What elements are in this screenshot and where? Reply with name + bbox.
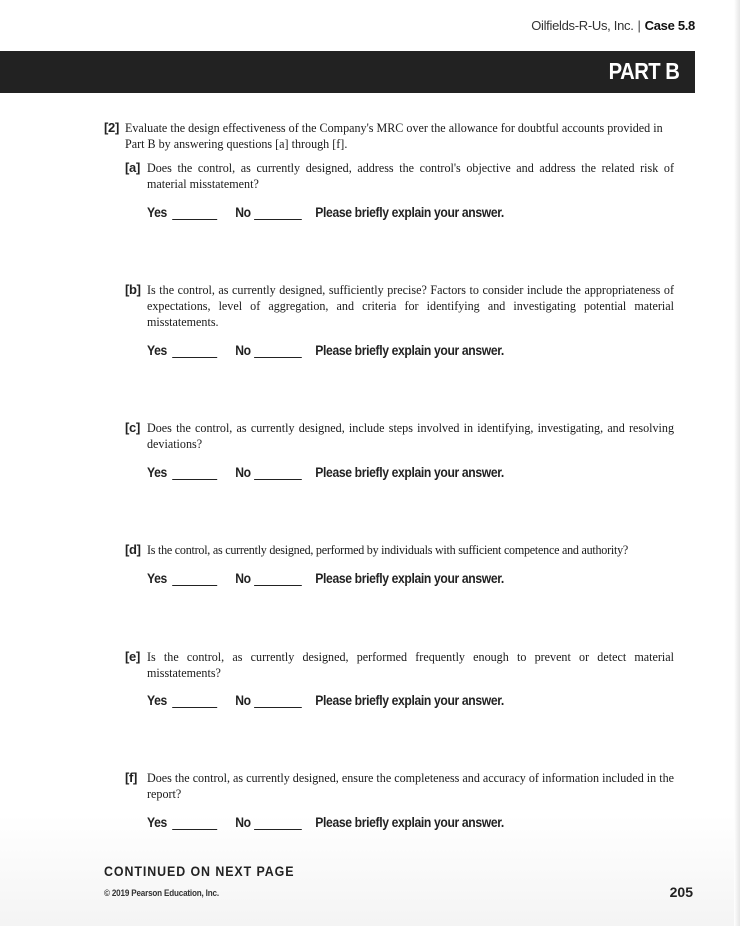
sub-question-c: [125, 420, 674, 452]
no-label: No: [235, 693, 251, 708]
yes-blank[interactable]: [172, 829, 217, 830]
yes-blank[interactable]: [172, 219, 217, 220]
case-number: Case 5.8: [644, 18, 695, 33]
yes-label: Yes: [147, 343, 167, 358]
sub-question-label: [f]: [125, 770, 138, 785]
no-label: No: [235, 343, 251, 358]
yes-label: Yes: [147, 205, 167, 220]
explain-prompt: Please briefly explain your answer.: [315, 693, 504, 708]
sub-question-a: [125, 160, 674, 192]
no-blank[interactable]: [254, 707, 302, 708]
yes-label: Yes: [147, 815, 167, 830]
answer-line-d: [147, 571, 507, 591]
sub-question-label: [e]: [125, 649, 140, 664]
yes-label: Yes: [147, 465, 167, 480]
sub-question-label: [d]: [125, 542, 141, 557]
page-edge-shadow: [734, 0, 740, 926]
explain-prompt: Please briefly explain your answer.: [315, 205, 504, 220]
no-blank[interactable]: [254, 357, 302, 358]
section-banner: [0, 51, 695, 93]
explain-prompt: Please briefly explain your answer.: [315, 571, 504, 586]
copyright-notice: © 2019 Pearson Education, Inc.: [104, 888, 219, 898]
answer-line-e: [147, 693, 507, 713]
yes-label: Yes: [147, 693, 167, 708]
sub-question-text: Is the control, as currently designed, performed by individuals with sufficient competence and authority?: [147, 543, 628, 557]
answer-line-a: [147, 205, 507, 225]
no-label: No: [235, 465, 251, 480]
section-title: PART B: [608, 58, 679, 84]
continued-notice: CONTINUED ON NEXT PAGE: [104, 864, 295, 879]
sub-question-text: Does the control, as currently designed, ensure the completeness and accuracy of information included in the report?: [147, 771, 674, 801]
sub-question-label: [c]: [125, 420, 140, 435]
yes-label: Yes: [147, 571, 167, 586]
question-number: [2]: [104, 120, 119, 135]
explain-prompt: Please briefly explain your answer.: [315, 343, 504, 358]
yes-blank[interactable]: [172, 707, 217, 708]
company-name: Oilfields-R-Us, Inc.: [531, 18, 634, 33]
sub-question-text: Is the control, as currently designed, performed frequently enough to prevent or detect material misstatements?: [147, 650, 674, 680]
no-label: No: [235, 205, 251, 220]
sub-question-e: [125, 649, 674, 681]
sub-question-f: [125, 770, 674, 802]
main-question: [104, 120, 674, 152]
answer-line-c: [147, 465, 507, 485]
no-label: No: [235, 815, 251, 830]
header-separator: |: [637, 18, 641, 33]
yes-blank[interactable]: [172, 357, 217, 358]
yes-blank[interactable]: [172, 479, 217, 480]
running-header: [531, 18, 695, 33]
page-number: 205: [669, 884, 693, 900]
sub-question-text: Does the control, as currently designed, address the control's objective and address the related risk of material misstatement?: [147, 161, 674, 191]
sub-question-d: [125, 542, 674, 558]
answer-line-b: [147, 343, 507, 363]
question-text: Evaluate the design effectiveness of the Company's MRC over the allowance for doubtful accounts provided in Part B by answering questions [a] through [f].: [125, 121, 663, 151]
no-blank[interactable]: [254, 479, 302, 480]
sub-question-label: [b]: [125, 282, 141, 297]
yes-blank[interactable]: [172, 585, 217, 586]
no-blank[interactable]: [254, 585, 302, 586]
sub-question-b: [125, 282, 674, 330]
answer-line-f: [147, 815, 507, 835]
explain-prompt: Please briefly explain your answer.: [315, 465, 504, 480]
no-blank[interactable]: [254, 219, 302, 220]
no-blank[interactable]: [254, 829, 302, 830]
no-label: No: [235, 571, 251, 586]
sub-question-text: Does the control, as currently designed, include steps involved in identifying, investigating, and resolving deviations?: [147, 421, 674, 451]
sub-question-text: Is the control, as currently designed, sufficiently precise? Factors to consider include the appropriateness of expectations, level of aggregation, and criteria for identifying and investigating potential material misstatements.: [147, 283, 674, 329]
sub-question-label: [a]: [125, 160, 140, 175]
explain-prompt: Please briefly explain your answer.: [315, 815, 504, 830]
